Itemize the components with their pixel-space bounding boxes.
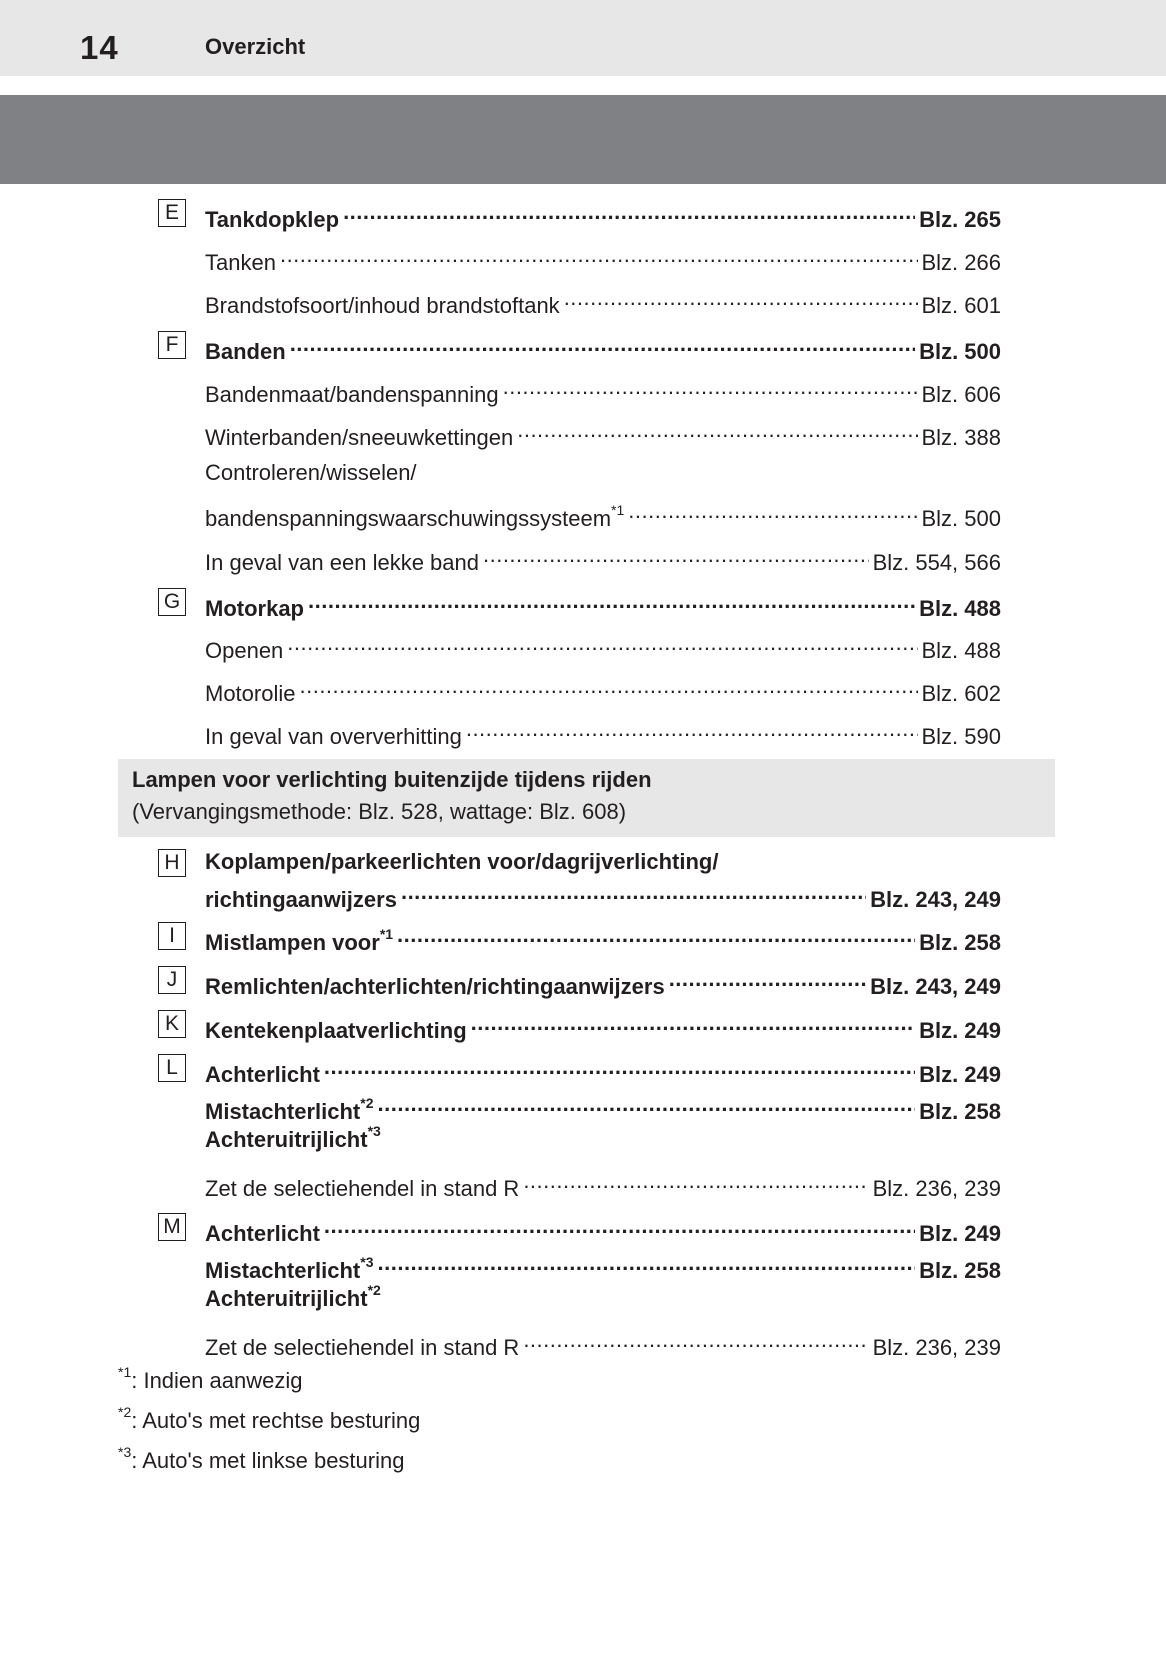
entry-label: Zet de selectiehendel in stand R <box>205 1335 520 1360</box>
footnote-2: $^{*2}$: Auto's met rechtse besturing <box>118 1403 421 1433</box>
entry-bandenspanningswaarschuwing[interactable] <box>205 496 1001 531</box>
footnote-3: $^{*3}$: Auto's met linkse besturing <box>118 1443 405 1473</box>
lamps-title: Lampen voor verlichting buitenzijde tijdens rijden <box>132 767 652 792</box>
entry-label: Mistachterlicht$^{*2}$ <box>205 1094 374 1124</box>
entry-m-selectiehendel[interactable] <box>205 1325 1001 1360</box>
entry-brandstofsoort[interactable] <box>205 283 1001 318</box>
entry-page: Blz. 236, 239 <box>872 1335 1001 1360</box>
section-letter-i: I <box>158 922 186 950</box>
entry-lekke-band[interactable] <box>205 540 1001 575</box>
entry-kentekenplaatverlichting[interactable] <box>205 1008 1001 1043</box>
entry-label: Openen <box>205 638 284 663</box>
entry-mistlampen-voor[interactable] <box>205 920 1001 955</box>
entry-page: Blz. 602 <box>921 681 1001 706</box>
section-letter-f: F <box>158 331 186 359</box>
entry-oververhitting[interactable] <box>205 714 1001 749</box>
entry-banden[interactable] <box>205 329 1001 364</box>
section-letter-e: E <box>158 199 186 227</box>
footnote-ref: *1 <box>611 501 625 518</box>
entry-tanken[interactable] <box>205 240 1001 275</box>
entry-motorkap[interactable] <box>205 586 1001 621</box>
entry-page: Blz. 488 <box>921 638 1001 663</box>
entry-page: Blz. 266 <box>921 250 1001 275</box>
entry-page: Blz. 388 <box>921 425 1001 450</box>
entry-page: Blz. 249 <box>919 1018 1001 1043</box>
entry-page: Blz. 258 <box>919 1099 1001 1124</box>
lamps-subtitle: (Vervangingsmethode: Blz. 528, wattage: Blz. 608) <box>132 799 627 824</box>
entry-label: Winterbanden/sneeuwkettingen <box>205 425 514 450</box>
footnote-ref: *3 <box>360 1253 374 1270</box>
entry-koplampen-line1: Koplampen/parkeerlichten voor/dagrijverlichting/ <box>205 849 719 874</box>
entry-m-mistachterlicht[interactable] <box>205 1248 1001 1283</box>
entry-page: Blz. 601 <box>921 293 1001 318</box>
footnote-ref: *2 <box>367 1281 381 1298</box>
entry-page: Blz. 258 <box>919 1258 1001 1283</box>
entry-page: Blz. 249 <box>919 1062 1001 1087</box>
entry-motorolie[interactable] <box>205 671 1001 706</box>
lamps-heading-box <box>118 759 1055 837</box>
section-title: Overzicht <box>205 34 306 59</box>
entry-label: Mistachterlicht$^{*3}$ <box>205 1253 374 1283</box>
page-number: 14 <box>80 29 119 66</box>
entry-winterbanden[interactable] <box>205 415 1001 450</box>
entry-tankdopklep[interactable] <box>205 197 1001 232</box>
header-illustration-band <box>0 95 1166 184</box>
entry-page: Blz. 249 <box>919 1221 1001 1246</box>
section-letter-k: K <box>158 1010 186 1038</box>
entry-label: Achterlicht <box>205 1062 320 1087</box>
entry-label: Bandenmaat/bandenspanning <box>205 382 499 407</box>
entry-label: Achterlicht <box>205 1221 320 1246</box>
section-letter-m: M <box>158 1213 186 1241</box>
entry-page: Blz. 590 <box>921 724 1001 749</box>
entry-label: bandenspanningswaarschuwingssysteem$^{*1}$ <box>205 501 625 531</box>
entry-page: Blz. 500 <box>921 506 1001 531</box>
entry-page: Blz. 236, 239 <box>872 1176 1001 1201</box>
footnote-ref: *2 <box>360 1094 374 1111</box>
entry-m-achterlicht[interactable] <box>205 1211 1001 1246</box>
section-letter-j: J <box>158 966 186 994</box>
entry-l-selectiehendel[interactable] <box>205 1166 1001 1201</box>
entry-label: Motorkap <box>205 596 304 621</box>
entry-page: Blz. 606 <box>921 382 1001 407</box>
entry-label: Kentekenplaatverlichting <box>205 1018 467 1043</box>
entry-l-achteruitrijlicht: Achteruitrijlicht$^{*3}$ <box>205 1122 381 1152</box>
entry-bandenmaat[interactable] <box>205 372 1001 407</box>
entry-label: Banden <box>205 339 286 364</box>
entry-label: In geval van oververhitting <box>205 724 462 749</box>
footnote-ref: *1 <box>379 925 394 942</box>
entry-page: Blz. 243, 249 <box>870 887 1001 912</box>
entry-l-achterlicht[interactable] <box>205 1052 1001 1087</box>
entry-label: In geval van een lekke band <box>205 550 479 575</box>
entry-page: Blz. 488 <box>919 596 1001 621</box>
entry-openen[interactable] <box>205 628 1001 663</box>
entry-m-achteruitrijlicht: Achteruitrijlicht$^{*2}$ <box>205 1281 381 1311</box>
footnote-1: $^{*1}$: Indien aanwezig <box>118 1363 303 1393</box>
entry-remlichten[interactable] <box>205 964 1001 999</box>
entry-label: richtingaanwijzers <box>205 887 397 912</box>
entry-page: Blz. 500 <box>919 339 1001 364</box>
entry-koplampen[interactable] <box>205 877 1001 912</box>
entry-label: Motorolie <box>205 681 296 706</box>
page-header <box>0 0 1166 76</box>
section-letter-g: G <box>158 588 186 616</box>
entry-label: Mistlampen voor$^{*1}$ <box>205 925 394 955</box>
entry-page: Blz. 265 <box>919 207 1001 232</box>
entry-page: Blz. 258 <box>919 930 1001 955</box>
entry-label: Remlichten/achterlichten/richtingaanwijzers <box>205 974 665 999</box>
entry-label: Zet de selectiehendel in stand R <box>205 1176 520 1201</box>
entry-label: Tankdopklep <box>205 207 340 232</box>
entry-page: Blz. 243, 249 <box>870 974 1001 999</box>
entry-label: Tanken <box>205 250 276 275</box>
entry-page: Blz. 554, 566 <box>872 550 1001 575</box>
entry-label: Brandstofsoort/inhoud brandstoftank <box>205 293 560 318</box>
footnote-ref: *3 <box>367 1122 381 1139</box>
entry-l-mistachterlicht[interactable] <box>205 1089 1001 1124</box>
entry-controleren-line1: Controleren/wisselen/ <box>205 460 417 485</box>
section-letter-h: H <box>158 849 186 877</box>
section-letter-l: L <box>158 1054 186 1082</box>
